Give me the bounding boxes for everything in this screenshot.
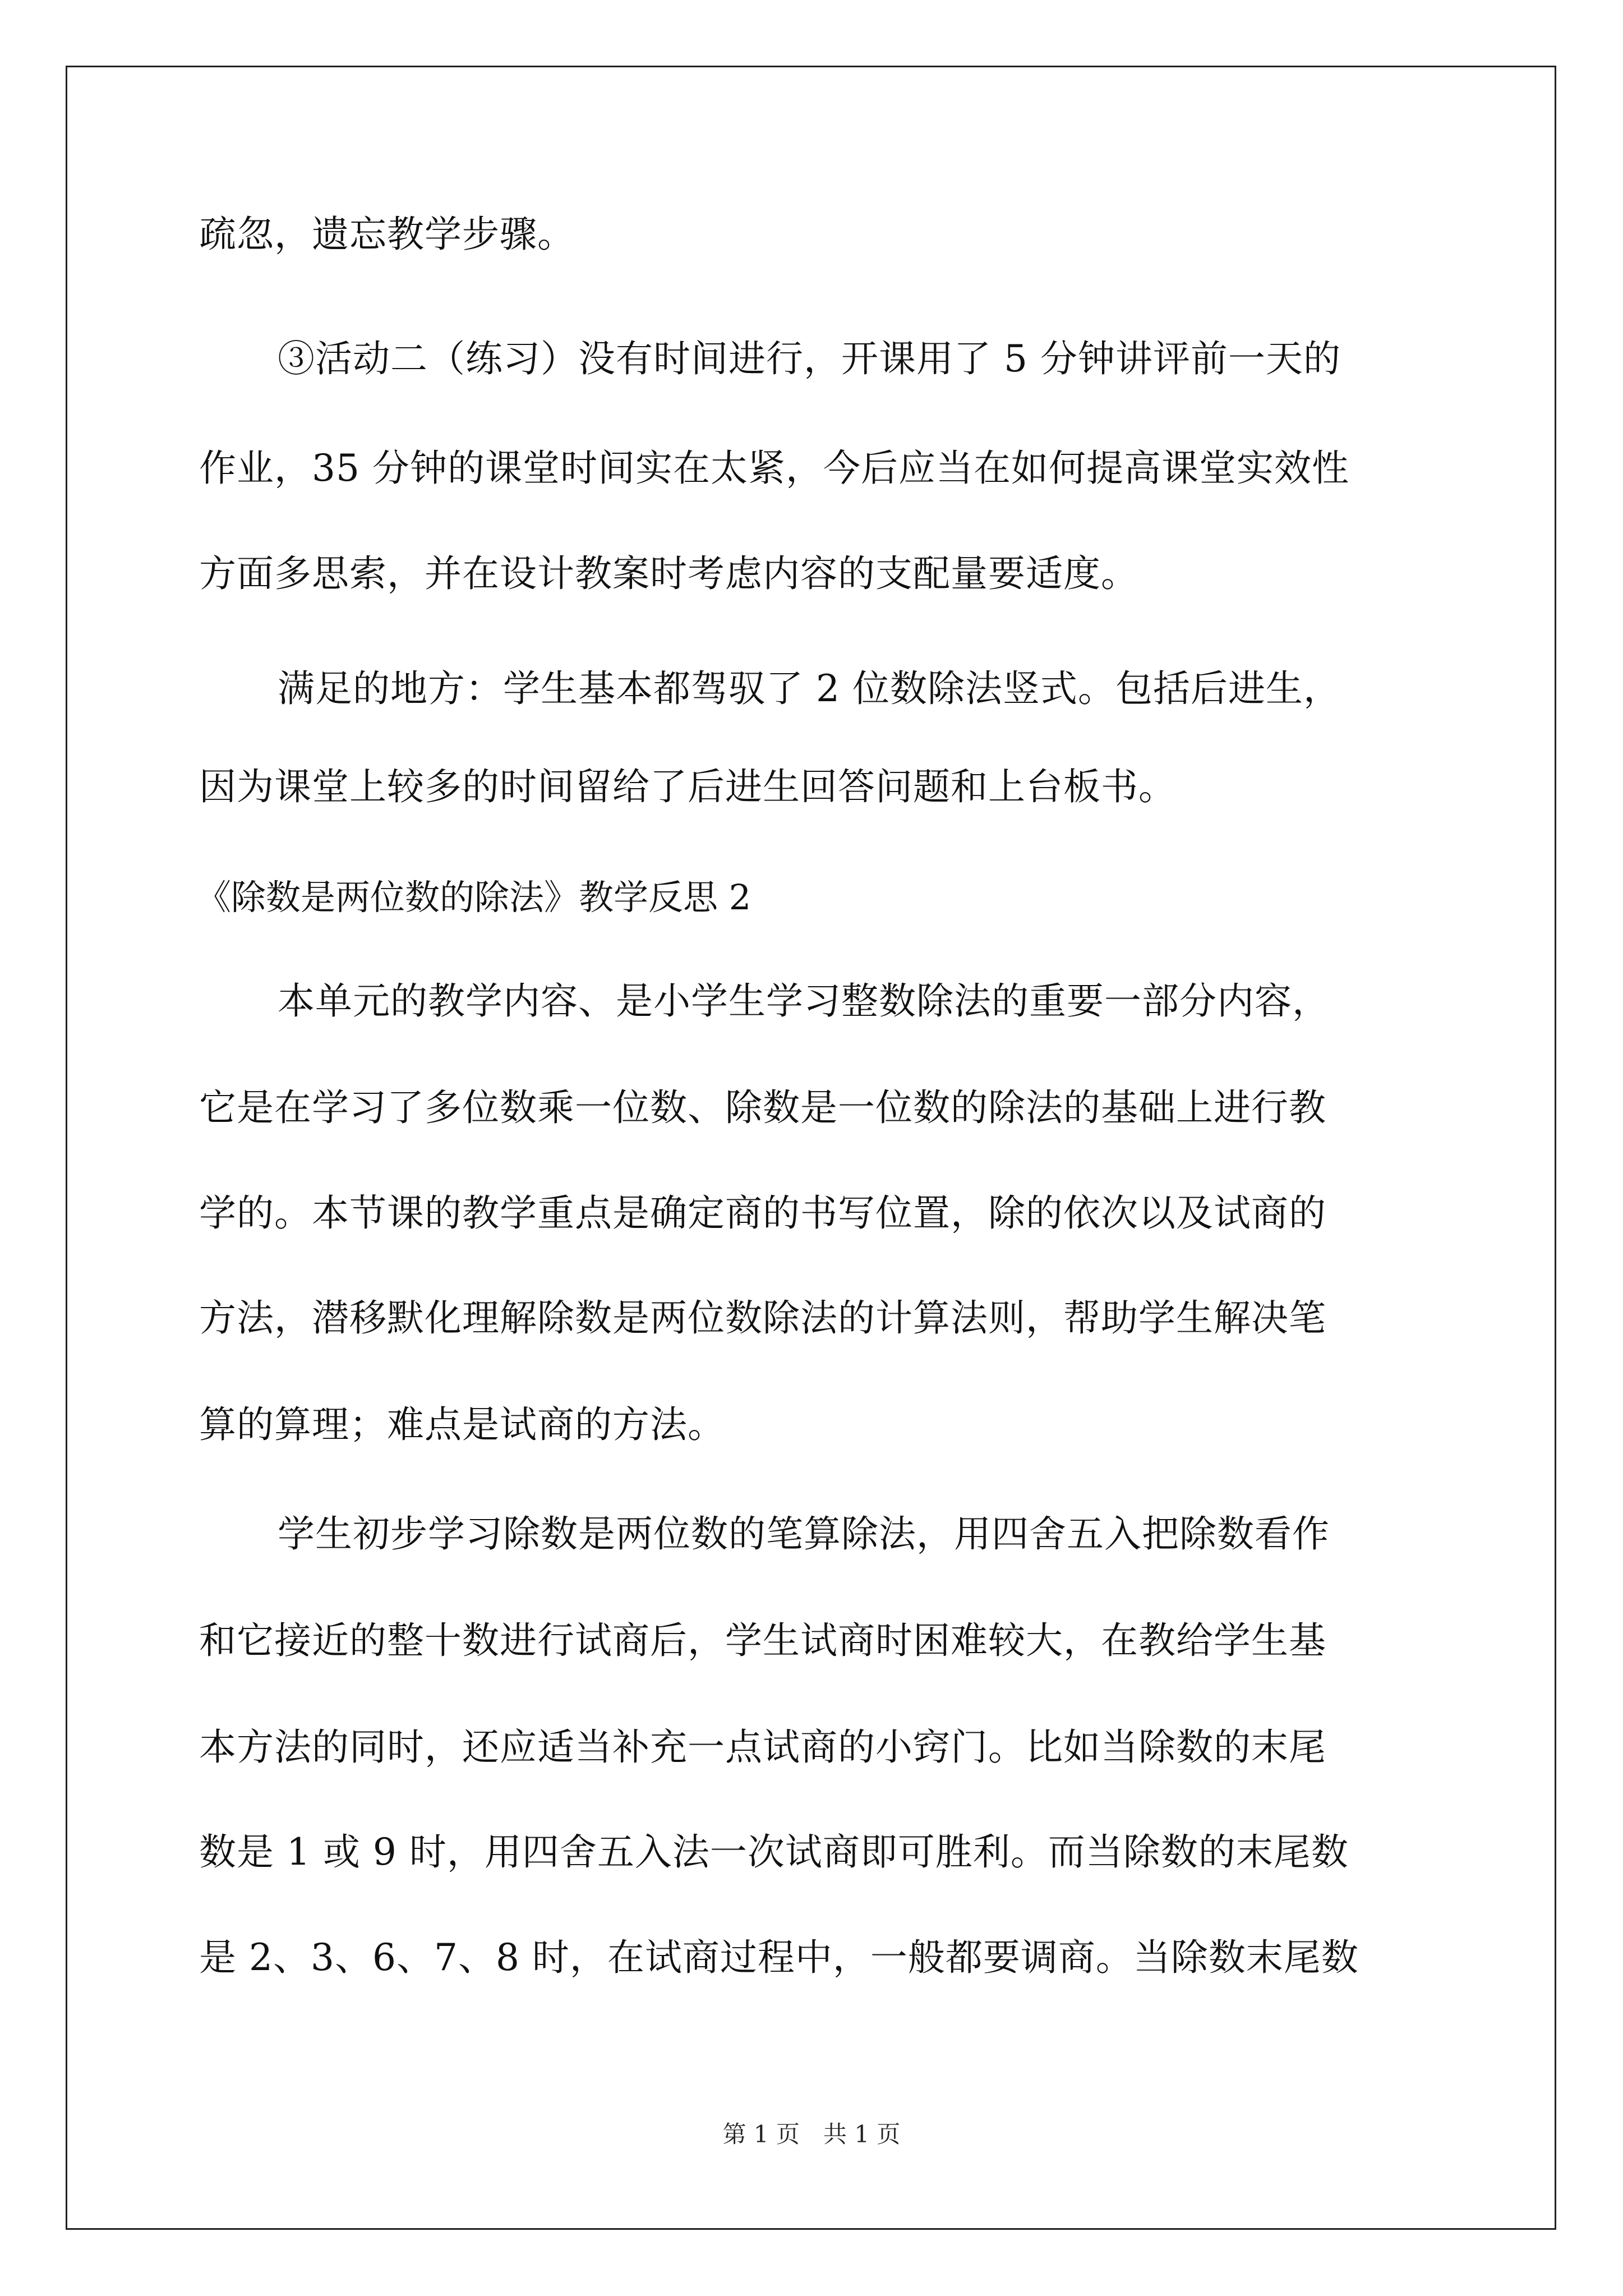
text-line: 是 2、3、6、7、8 时，在试商过程中，一般都要调商。当除数末尾数 — [199, 1936, 1359, 1979]
text-line: 学生初步学习除数是两位数的笔算除法，用四舍五入把除数看作 — [278, 1512, 1330, 1556]
text-line: 数是 1 或 9 时，用四舍五入法一次试商即可胜利。而当除数的末尾数 — [199, 1830, 1349, 1874]
text-line: 方面多思索，并在设计教案时考虑内容的支配量要适度。 — [199, 552, 1138, 595]
text-line: 因为课堂上较多的时间留给了后进生回答问题和上台板书。 — [199, 765, 1176, 808]
text-line: 算的算理；难点是试商的方法。 — [199, 1403, 725, 1446]
text-line: 本方法的同时，还应适当补充一点试商的小窍门。比如当除数的末尾 — [199, 1726, 1326, 1769]
section-heading: 《除数是两位数的除法》教学反思 2 — [196, 877, 751, 918]
text-line: 满足的地方：学生基本都驾驭了 2 位数除法竖式。包括后进生， — [278, 667, 1341, 710]
text-line: 疏忽，遗忘教学步骤。 — [199, 213, 575, 256]
text-line: ③活动二（练习）没有时间进行，开课用了 5 分钟讲评前一天的 — [278, 337, 1341, 380]
text-line: 作业，35 分钟的课堂时间实在太紧，今后应当在如何提高课堂实效性 — [199, 447, 1349, 490]
page-border — [66, 66, 1556, 2230]
text-line: 方法，潜移默化理解除数是两位数除法的计算法则，帮助学生解决笔 — [199, 1296, 1326, 1340]
text-line: 本单元的教学内容、是小学生学习整数除法的重要一部分内容， — [278, 979, 1330, 1023]
page-footer: 第 1 页 共 1 页 — [722, 2120, 901, 2148]
text-line: 和它接近的整十数进行试商后，学生试商时困难较大，在教给学生基 — [199, 1619, 1326, 1662]
text-line: 学的。本节课的教学重点是确定商的书写位置，除的依次以及试商的 — [199, 1191, 1326, 1235]
text-line: 它是在学习了多位数乘一位数、除数是一位数的除法的基础上进行教 — [199, 1086, 1326, 1129]
